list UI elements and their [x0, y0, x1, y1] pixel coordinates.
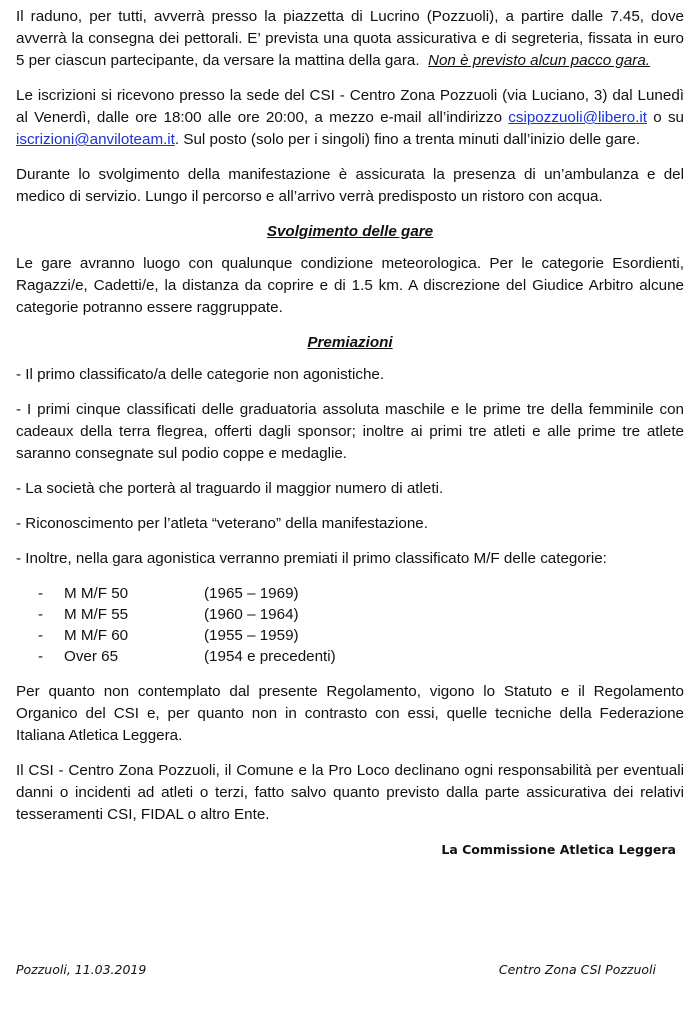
category-years: (1955 – 1959) [204, 627, 299, 644]
category-years: (1965 – 1969) [204, 585, 299, 602]
section-heading-premiazioni: Premiazioni [307, 334, 393, 351]
award-item-non-agonistiche: - Il primo classificato/a delle categorie non agonistiche. [16, 366, 385, 383]
paragraph-responsabilita: Il CSI - Centro Zona Pozzuoli, il Comune e la Pro Loco declinano ogni responsabilità per eventuali danni o incidenti ad atleti o terzi, fatto salvo quanto previsto dalla parte assicurativa dei relativi tesseramenti CSI, FIDAL o altro Ente. [16, 762, 684, 823]
document-page [16, 6, 684, 861]
iscrizioni-text-start: Le iscrizioni si ricevono presso la sede del CSI - Centro Zona Pozzuoli (via Luciano, 3) dal Lunedì al Venerdì, dalle ore 18:00 alle ore 20:00, a mezzo e-mail all’indirizzo [16, 87, 684, 126]
award-item-categorie-intro: - Inoltre, nella gara agonistica verranno premiati il primo classificato M/F delle categorie: [16, 550, 607, 567]
category-name: M M/F 60 [64, 627, 129, 644]
footer-place-date: Pozzuoli, 11.03.2019 [16, 962, 147, 977]
email-link-anviloteam[interactable]: iscrizioni@anviloteam.it [16, 131, 175, 148]
paragraph-condizioni-gare: Le gare avranno luogo con qualunque condizione meteorologica. Per le categorie Esordienti, Ragazzi/e, Cadetti/e, la distanza da coprire e di 1.5 km. A discrezione del Giudice Arbitro alcune categorie potranno essere raggruppate. [16, 255, 684, 316]
category-years: (1954 e precedenti) [204, 648, 336, 665]
category-list [16, 583, 684, 667]
email-link-csipozzuoli[interactable]: csipozzuoli@libero.it [508, 109, 647, 126]
category-dash: - [38, 585, 44, 602]
paragraph-regolamento: Per quanto non contemplato dal presente Regolamento, vigono lo Statuto e il Regolamento Organico del CSI e, per quanto non in contrasto con essi, quelle tecniche della Federazione Italiana Atletica Leggera. [16, 683, 684, 744]
footer-organization: Centro Zona CSI Pozzuoli [498, 962, 656, 977]
award-item-veterano: - Riconoscimento per l’atleta “veterano” della manifestazione. [16, 515, 428, 532]
category-name: M M/F 55 [64, 606, 129, 623]
category-name: Over 65 [64, 648, 119, 665]
category-dash: - [38, 606, 44, 623]
iscrizioni-text-middle: o su [646, 109, 684, 126]
raduno-text: Il raduno, per tutti, avverrà presso la piazzetta di Lucrino (Pozzuoli), a partire dalle 7.45, dove avverrà la consegna dei pettorali. E’ prevista una quota assicurativa e di segreteria, fissata in euro 5 per ciascun partecipante, da versare la mattina della gara. [16, 8, 684, 69]
category-dash: - [38, 627, 44, 644]
paragraph-ambulanza: Durante lo svolgimento della manifestazione è assicurata la presenza di un’ambulanza e del medico di servizio. Lungo il percorso e all’arrivo verrà predisposto un ristoro con acqua. [16, 166, 684, 205]
document-footer [16, 962, 656, 977]
category-item [16, 625, 684, 646]
category-dash: - [38, 648, 44, 665]
award-item-assoluta: - I primi cinque classificati delle graduatoria assoluta maschile e le prime tre della femminile con cadeaux della terra flegrea, offerti dagli sponsor; inoltre ai primi tre atleti e alle prime tre atlete saranno consegnate sul podio coppe e medaglie. [16, 401, 684, 462]
award-item-societa: - La società che porterà al traguardo il maggior numero di atleti. [16, 480, 444, 497]
no-pacco-gara-note: Non è previsto alcun pacco gara. [428, 52, 651, 69]
category-item [16, 583, 684, 604]
category-item [16, 646, 684, 667]
paragraph-iscrizioni [16, 85, 684, 151]
paragraph-raduno [16, 6, 684, 72]
iscrizioni-text-end: . Sul posto (solo per i singoli) fino a trenta minuti dall’inizio delle gare. [174, 131, 641, 148]
category-item [16, 604, 684, 625]
category-years: (1960 – 1964) [204, 606, 299, 623]
signature-commission: La Commissione Atletica Leggera [441, 842, 676, 857]
category-name: M M/F 50 [64, 585, 129, 602]
section-heading-svolgimento: Svolgimento delle gare [266, 223, 434, 240]
